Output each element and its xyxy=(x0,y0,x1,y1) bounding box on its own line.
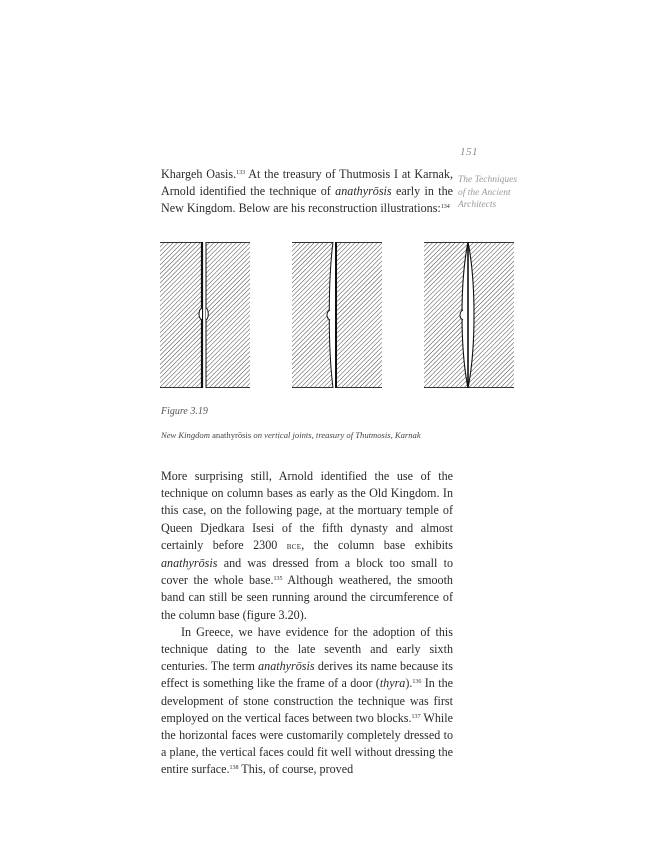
footnote-ref: 133 xyxy=(236,170,246,176)
intro-paragraph: Khargeh Oasis.$^{133}$ At the treasury of Thutmosis I at Karnak, Arnold identified the technique of anathyrōsis early in the New Kingdom. Below are his reconstruction illustrations:$^{134}$ xyxy=(161,167,453,216)
footnote-ref: 134 xyxy=(440,204,450,211)
running-head-line: The Techniques xyxy=(458,175,518,185)
footnote-ref: 138 xyxy=(229,765,239,772)
figure-number: Figure 3.19 xyxy=(161,406,208,417)
body-text xyxy=(161,468,453,779)
term-anathyrosis: anathyrōsis xyxy=(335,184,392,199)
figure-caption: New Kingdom anathyrōsis on vertical joints, treasury of Thutmosis, Karnak xyxy=(161,430,421,440)
illustration-panel-notch xyxy=(160,242,250,388)
illustration-panel-slight-curve xyxy=(292,242,382,388)
paragraph: In Greece, we have evidence for the adoption of this technique dating to the late seventh and early sixth centuries. The term anathyrōsis derives its name because its effect is something like the frame of a door (thyra).$^{136}$ In the development of stone construction the technique was first employed on the vertical faces between two blocks.$^{137}$ While the horizontal faces were customarily completely dressed to a plane, the vertical faces could fit well without dressing the entire surface.$^{138}$ This, of course, proved xyxy=(161,624,453,777)
footnote-ref: 136 xyxy=(412,679,422,686)
running-head-line: Architects xyxy=(458,200,497,210)
page-number: 151 xyxy=(460,146,478,158)
footnote-ref: 135 xyxy=(273,576,283,583)
running-head xyxy=(458,174,528,212)
illustration-panel-strong-curve xyxy=(424,242,514,388)
running-head-line: of the Ancient xyxy=(458,187,511,198)
paragraph: More surprising still, Arnold identified the use of the technique on column bases as early as the Old Kingdom. In this case, on the following page, at the mortuary temple of Queen Djedkara Isesi of the fifth dynasty and almost certainly before 2300 bce, the column base exhibits anathyrōsis and was dressed from a block too small to cover the whole base.$^{135}$ Although weathered, the smooth band can still be seen running around the circumference of the column base (figure 3.20). xyxy=(161,469,453,622)
footnote-ref: 137 xyxy=(411,713,421,720)
figure-illustrations xyxy=(160,242,460,390)
